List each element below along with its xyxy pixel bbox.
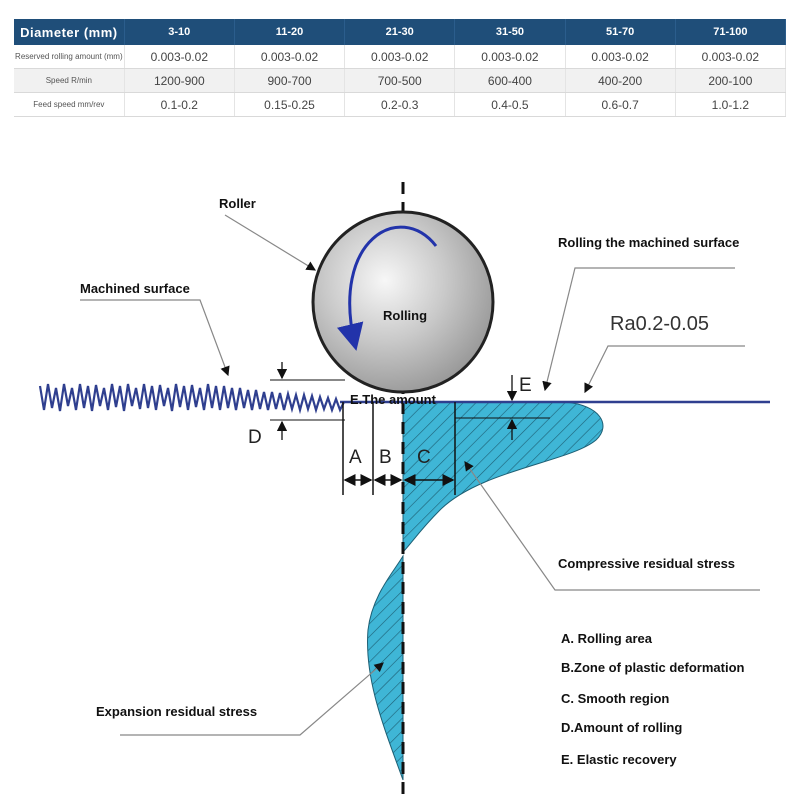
header-cell: 21-30 bbox=[345, 19, 455, 45]
legend-item: E. Elastic recovery bbox=[561, 752, 677, 767]
dim-label-c: C bbox=[417, 447, 431, 468]
rolling-surface-label: Rolling the machined surface bbox=[558, 235, 740, 250]
table-cell: 0.6-0.7 bbox=[565, 93, 675, 117]
table-cell: 200-100 bbox=[675, 69, 785, 93]
header-cell: 3-10 bbox=[124, 19, 234, 45]
expansion-leader bbox=[120, 663, 383, 735]
table-cell: 0.4-0.5 bbox=[455, 93, 565, 117]
dim-label-e: E bbox=[519, 375, 532, 396]
dim-label-b: B bbox=[379, 447, 392, 468]
expansion-stress-area bbox=[368, 556, 403, 780]
machined-surface-profile bbox=[40, 384, 344, 411]
legend-item: D.Amount of rolling bbox=[561, 720, 683, 735]
machined-surface-label: Machined surface bbox=[80, 281, 190, 296]
row-label: Reserved rolling amount (mm) bbox=[14, 45, 124, 69]
roller-leader bbox=[225, 215, 315, 270]
table-cell: 400-200 bbox=[565, 69, 675, 93]
table-cell: 0.003-0.02 bbox=[124, 45, 234, 69]
legend-item: C. Smooth region bbox=[561, 691, 670, 706]
row-label: Feed speed mm/rev bbox=[14, 93, 124, 117]
dim-label-a: A bbox=[349, 447, 362, 468]
table-cell: 0.003-0.02 bbox=[675, 45, 785, 69]
table-cell: 1200-900 bbox=[124, 69, 234, 93]
rolling-label: Rolling bbox=[383, 308, 428, 323]
table-cell: 0.15-0.25 bbox=[234, 93, 344, 117]
roughness-label: Ra0.2-0.05 bbox=[610, 313, 709, 335]
table-cell: 0.1-0.2 bbox=[124, 93, 234, 117]
roller-label: Roller bbox=[219, 196, 256, 211]
table-cell: 0.2-0.3 bbox=[345, 93, 455, 117]
table-cell: 0.003-0.02 bbox=[455, 45, 565, 69]
table-cell: 1.0-1.2 bbox=[675, 93, 785, 117]
legend-item: A. Rolling area bbox=[561, 631, 653, 646]
header-cell: 11-20 bbox=[234, 19, 344, 45]
table-cell: 700-500 bbox=[345, 69, 455, 93]
dim-label-d: D bbox=[248, 427, 262, 448]
roughness-leader bbox=[585, 346, 745, 392]
header-cell: Diameter (mm) bbox=[14, 19, 124, 45]
header-cell: 71-100 bbox=[675, 19, 785, 45]
expansion-stress-label: Expansion residual stress bbox=[96, 704, 258, 719]
legend-item: B.Zone of plastic deformation bbox=[561, 660, 745, 675]
table-cell: 0.003-0.02 bbox=[345, 45, 455, 69]
header-cell: 31-50 bbox=[455, 19, 565, 45]
table-cell: 0.003-0.02 bbox=[565, 45, 675, 69]
machined-surface-leader bbox=[80, 300, 228, 375]
table-cell: 600-400 bbox=[455, 69, 565, 93]
table-cell: 900-700 bbox=[234, 69, 344, 93]
compressive-stress-label: Compressive residual stress bbox=[558, 556, 736, 571]
compressive-stress-area bbox=[403, 402, 603, 552]
legend bbox=[561, 631, 745, 767]
row-label: Speed R/min bbox=[14, 69, 124, 93]
amount-label: E.The amount bbox=[350, 392, 436, 407]
roller bbox=[313, 212, 493, 392]
table-cell: 0.003-0.02 bbox=[234, 45, 344, 69]
header-cell: 51-70 bbox=[565, 19, 675, 45]
